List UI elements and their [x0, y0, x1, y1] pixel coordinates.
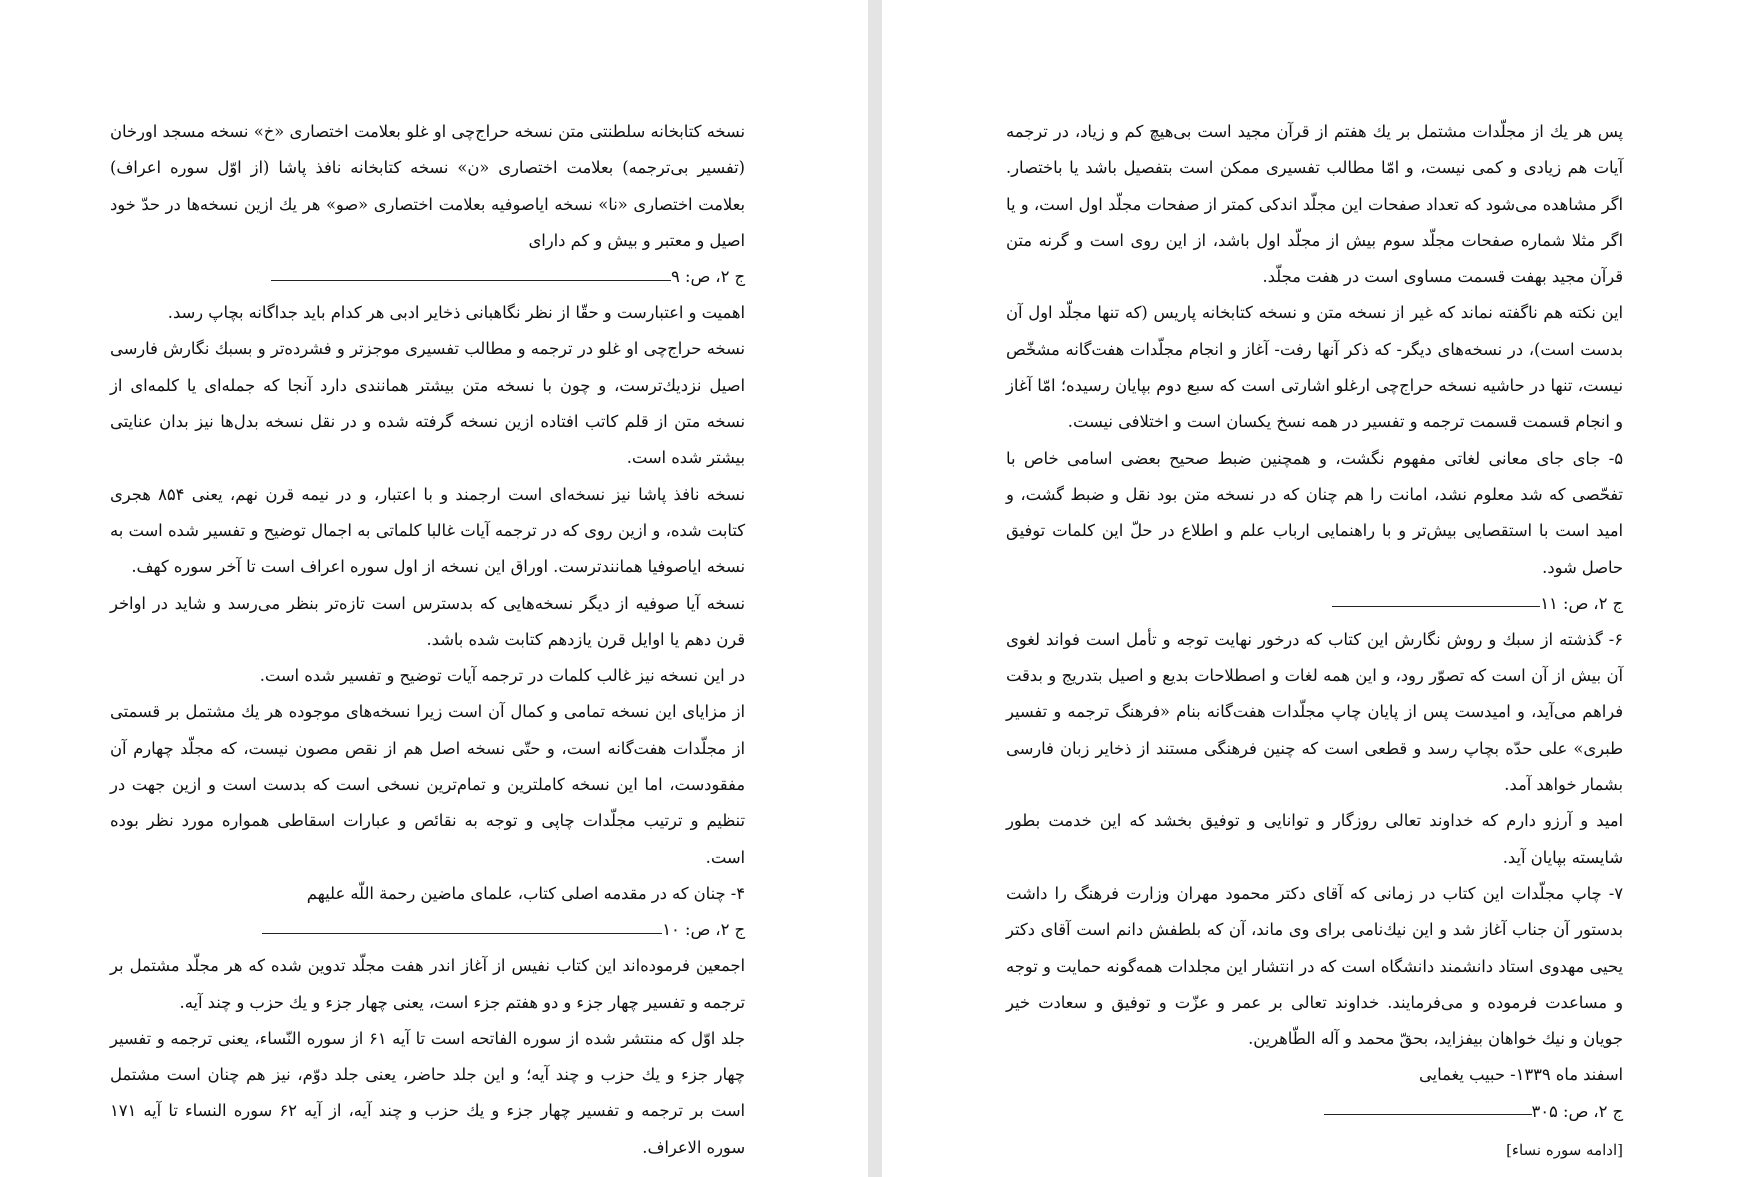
paragraph: نسخه کتابخانه سلطنتی متن نسخه حراج‌چی او غلو بعلامت اختصاری «خ» نسخه مسجد اورخان (تفسیر بی‌ترجمه) بعلامت اختصاری «ن» نسخه کتابخانه نافذ پاشا (از اوّل سوره اعراف) بعلامت اختصاری «نا» نسخه ایاصوفیه بعلامت اختصاری «صو» هر یك ازین نسخه‌ها در حدّ خود اصیل و معتبر و بیش و کم دارای — [110, 122, 745, 250]
paragraph: ۵- جای جای معانی لغاتی مفهوم نگشت، و همچنین ضبط صحیح بعضی اسامی خاص با تفحّصی که شد معلوم نشد، امانت را هم چنان که در نسخه متن بود نقل و ضبط گشت، و امید است با استقصایی بیش‌تر و با راهنمایی ارباب علم و اطلاع در حلّ این کلمات توفیق حاصل شود. — [1006, 448, 1623, 577]
page-break-marker — [1006, 1094, 1623, 1130]
page-number-label: ج ۲، ص: ۱۰ — [662, 920, 745, 940]
paragraph: اجمعین فرموده‌اند این کتاب نفیس از آغاز اندر هفت مجلّد تدوین شده که هر مجلّد مشتمل بر ترجمه و تفسیر چهار جزء و دو هفتم جزء است، یعنی چهار جزء و یك حزب و چند آیه. — [110, 956, 745, 1012]
paragraph: نسخه حراج‌چی او غلو در ترجمه و مطالب تفسیری موجزتر و فشرده‌تر و بسبك نگارش فارسی اصیل نزدیك‌ترست، و چون با نسخه متن بیشتر همانندی دارد آنجا که جمله‌ای یا کلمه‌ای از نسخه متن از قلم کاتب افتاده ازین نسخه گرفته شده و در نقل نسخه بدل‌ها نیز بدان عنایتی بیشتر شده است. — [110, 339, 745, 468]
page-break-marker — [1006, 586, 1623, 622]
paragraph: اهمیت و اعتبارست و حقّا از نظر نگاهبانی ذخایر ادبی هر کدام باید جداگانه بچاپ رسد. — [167, 303, 745, 323]
section-note: [ادامه سوره نساء] — [1506, 1140, 1623, 1159]
page-break-marker — [110, 912, 745, 948]
page-break-rule — [1332, 606, 1540, 607]
paragraph: از مزایای این نسخه تمامی و کمال آن است زیرا نسخه‌های موجوده هر یك مشتمل بر قسمتی از مجلّدات هفت‌گانه است، و حتّی نسخه اصل هم از نقص مصون نیست، که مجلّد چهارم آن مفقودست، اما این نسخه کاملترین و تمام‌ترین نسخی است که بدست است و ازین جهت در تنظیم و ترتیب مجلّدات چاپی و توجه به نقائص و عبارات اسقاطی همواره مورد نظر بوده است. — [110, 702, 745, 867]
paragraph: جلد اوّل که منتشر شده از سوره الفاتحه است تا آیه ۶۱ از سوره النّساء، یعنی ترجمه و تفسیر چهار جزء و یك حزب و چند آیه؛ و این جلد حاضر، یعنی جلد دوّم، نیز هم چنان است مشتمل است بر ترجمه و تفسیر چهار جزء و یك حزب و چند آیه، از آیه ۶۲ سوره النساء تا آیه ۱۷۱ سوره الاعراف. — [110, 1028, 746, 1157]
paragraph: ۴- چنان که در مقدمه اصلی کتاب، علمای ماضین رحمة اللّه علیهم — [306, 883, 745, 903]
page-gutter — [868, 0, 882, 1177]
page-break-rule — [271, 280, 671, 281]
page-number-label: ج ۲، ص: ۳۰۵ — [1531, 1101, 1623, 1121]
paragraph: نسخه آیا صوفیه از دیگر نسخه‌هایی که بدسترس است تازه‌تر بنظر می‌رسد و شاید در اواخر قرن دهم یا اوایل قرن یازدهم کتابت شده باشد. — [110, 593, 745, 649]
page-number-label: ج ۲، ص: ۹ — [671, 267, 745, 287]
paragraph: امید و آرزو دارم که خداوند تعالی روزگار و توانایی و توفیق بخشد که این خدمت بطور شایسته بپایان آید. — [1006, 811, 1623, 867]
paragraph: پس هر یك از مجلّدات مشتمل بر یك هفتم از قرآن مجید است بی‌هیچ کم و زیاد، در ترجمه آیات هم زیادی و کمی نیست، و امّا مطالب تفسیری ممکن است بتفصیل باشد یا باختصار. اگر مشاهده می‌شود که تعداد صفحات این مجلّد اندکی کمتر از صفحات مجلّد اول است، و یا اگر مثلا شماره صفحات مجلّد سوم بیش از مجلّد اول باشد، از این روی است و گرنه متن قرآن مجید بهفت قسمت مساوی است در هفت مجلّد. — [1006, 122, 1623, 287]
page-break-marker — [110, 259, 745, 295]
page-number-label: ج ۲، ص: ۱۱ — [1540, 593, 1623, 613]
left-page-text — [110, 114, 745, 1166]
paragraph: ۷- چاپ مجلّدات این کتاب در زمانی که آقای دکتر محمود مهران وزارت فرهنگ را داشت بدستور آن جناب آغاز شد و این نیك‌نامی برای وی ماند، آن که بلطفش دانم است آقای دکتر یحیی مهدوی استاد دانشمند دانشگاه است که در انتشار این مجلدات همه‌گونه حمایت و توجه و مساعدت فرموده و می‌فرمایند. خداوند تعالی بر عمر و عزّت و توفیق و سعادت خیر جویان و نیك خواهان بیفزاید، بحقّ محمد و آله الطّاهرین. — [1006, 883, 1623, 1049]
paragraph: اسفند ماه ۱۳۳۹- حبیب یغمایی — [1418, 1065, 1623, 1085]
paragraph: ۶- گذشته از سبك و روش نگارش این کتاب که درخور نهایت توجه و تأمل است فواند لغوی آن بیش از آن است که تصوّر رود، و این همه لغات و اصطلاحات بدیع و اصیل بتدریج و بدقت فراهم می‌آید، و امیدست پس از پایان چاپ مجلّدات هفت‌گانه بنام «فرهنگ ترجمه و تفسیر طبری» علی حدّه بچاپ رسد و قطعی است که چنین فرهنگی مستند از ذخایر زبان فارسی بشمار خواهد آمد. — [1006, 629, 1623, 795]
page-break-rule — [1324, 1114, 1532, 1115]
paragraph: نسخه نافذ پاشا نیز نسخه‌ای است ارجمند و با اعتبار، و در نیمه قرن نهم، یعنی ۸۵۴ هجری کتابت شده، و ازین روی که در ترجمه آیات غالبا کلماتی به اجمال توضیح و تفسیر شده است به نسخه ایاصوفیا همانندترست. اوراق این نسخه از اول سوره اعراف است تا آخر سوره کهف. — [110, 484, 745, 577]
left-page — [0, 0, 868, 1177]
right-page — [882, 0, 1739, 1177]
paragraph: در این نسخه نیز غالب کلمات در ترجمه آیات توضیح و تفسیر شده است. — [259, 666, 745, 686]
paragraph: این نکته هم ناگفته نماند که غیر از نسخه متن و نسخه کتابخانه پاریس (که تنها مجلّد اول آن بدست است)، در نسخه‌های دیگر- که ذکر آنها رفت- آغاز و انجام مجلّدات هفت‌گانه مشخّص نیست، تنها در حاشیه نسخه حراج‌چی ارغلو اشارتی است که سبع دوم بپایان رسیده؛ امّا آغاز و انجام قسمت قسمت ترجمه و تفسیر در همه نسخ یکسان است و اختلافی نیست. — [1006, 303, 1623, 432]
page-break-rule — [262, 933, 662, 934]
right-page-text — [1006, 114, 1623, 1168]
